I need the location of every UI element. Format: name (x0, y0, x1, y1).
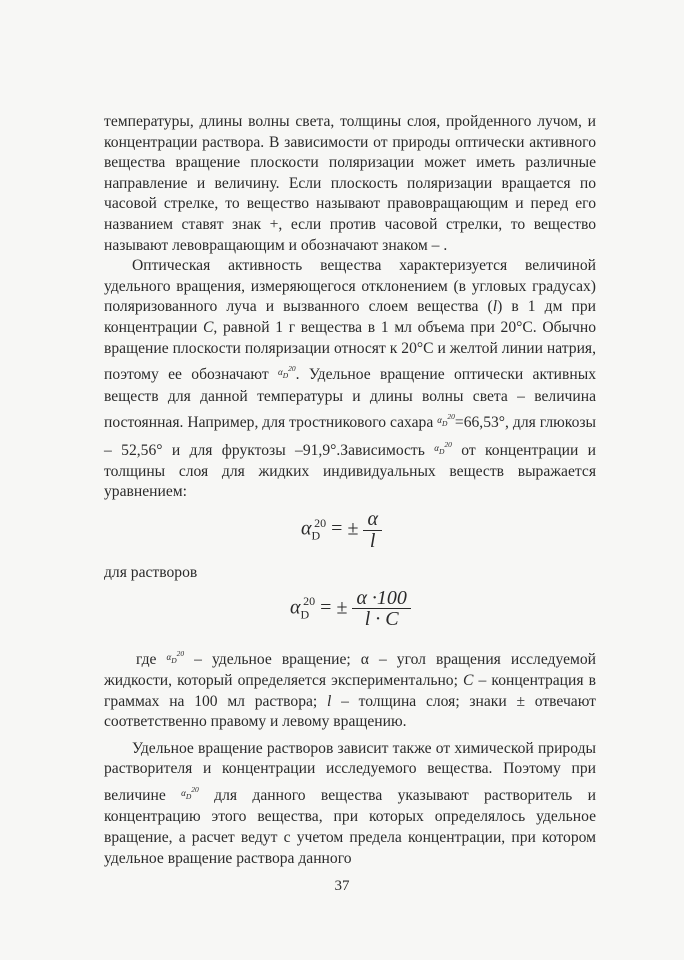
paragraph-1: температуры, длины волны света, толщины слоя, пройденного лучом, и концентрации раствора. В зависимости от природы оптически активного вещества вращение плоскости поляризации может иметь различные направление и величину. Если плоскость поляризации вращается по часовой стрелке, то вещество называют правовращающим и перед его названием ставят знак +, если против часовой стрелки, то вещество называют левовращающим и обозначают знаком – . (104, 113, 596, 254)
formula-alpha: α (301, 517, 312, 540)
formula-sign: = ± (331, 517, 359, 540)
formula-superscript: 20 (303, 594, 316, 609)
paragraph-2 (104, 256, 596, 503)
text-run: ) в 1 дм при концентрации (104, 298, 596, 336)
formula-numerator: α (363, 509, 382, 531)
label-solutions: для растворов (104, 564, 198, 582)
formula-pure-liquid (104, 503, 596, 563)
specific-rotation-symbol: αD20 (277, 364, 296, 380)
formula-superscript: 20 (314, 515, 327, 530)
formula-subscript: D (300, 607, 310, 622)
text-run: Оптическая активность вещества характеризуется величиной удельного вращения, измеряющегося отклонением (в угловых градусах) поляризованного луча и вызванного слоем вещества ( (104, 257, 596, 316)
formula-denominator: l (369, 529, 376, 552)
specific-rotation-symbol: αD20 (181, 785, 199, 801)
text-run: , равной 1 г вещества в 1 мл объема при 20°C. Обычно вращение плоскости поляризации относят к 20°C и желтой линии натрия, поэтому ее обозначают (104, 318, 596, 384)
paragraph-3 (104, 644, 596, 733)
formula-fraction (352, 588, 411, 630)
formula-subscript: D (311, 528, 321, 543)
variable-l: l (327, 692, 332, 710)
specific-rotation-symbol: αD20 (166, 648, 185, 665)
text-run: Удельное вращение растворов зависит также от химической природы растворителя и концентрации исследуемого вещества. Поэтому при величине (104, 739, 596, 805)
text-run: от концентрации и толщины слоя для жидких индивидуальных веществ выражается уравнением: (104, 441, 596, 501)
formula-solution (104, 584, 596, 644)
paragraph-4 (104, 739, 596, 869)
formula-alpha: α (290, 596, 301, 619)
text-run: – концентрация в граммах на 100 мл раствора; (104, 672, 596, 710)
text-run: . Удельное вращение оптически активных веществ для данной температуры и длины волны света – величина постоянная. Например, для тростникового сахара (104, 366, 596, 432)
text-run: для данного вещества указывают растворитель и концентрацию этого вещества, при которых определялось удельное вращение, а расчет ведут с учетом предела концентрации, при котором удельное вращение раствора данного (104, 787, 596, 867)
page-number: 37 (334, 878, 350, 894)
variable-l: l (492, 298, 498, 316)
specific-rotation-symbol: αD20 (437, 412, 455, 428)
variable-c: C (463, 672, 474, 690)
formula-denominator: l · C (364, 608, 399, 631)
text-run: =66,53°, для глюкозы – 52,56° и для фруктозы –91,9°.Зависимость (104, 414, 597, 459)
text-run: – удельное вращение; α – угол вращения исследуемой жидкости, который определяется экспериментально; (104, 650, 596, 690)
body-text (104, 112, 596, 869)
formula-sign: = ± (320, 596, 348, 619)
specific-rotation-symbol: αD20 (434, 439, 452, 456)
formula-numerator: α ·100 (352, 588, 411, 610)
formula-fraction (363, 509, 382, 551)
variable-c: C (202, 318, 214, 336)
text-run: где (136, 650, 167, 668)
text-run: – толщина слоя; знаки ± отвечают соответственно правому и левому вращению. (104, 692, 596, 731)
